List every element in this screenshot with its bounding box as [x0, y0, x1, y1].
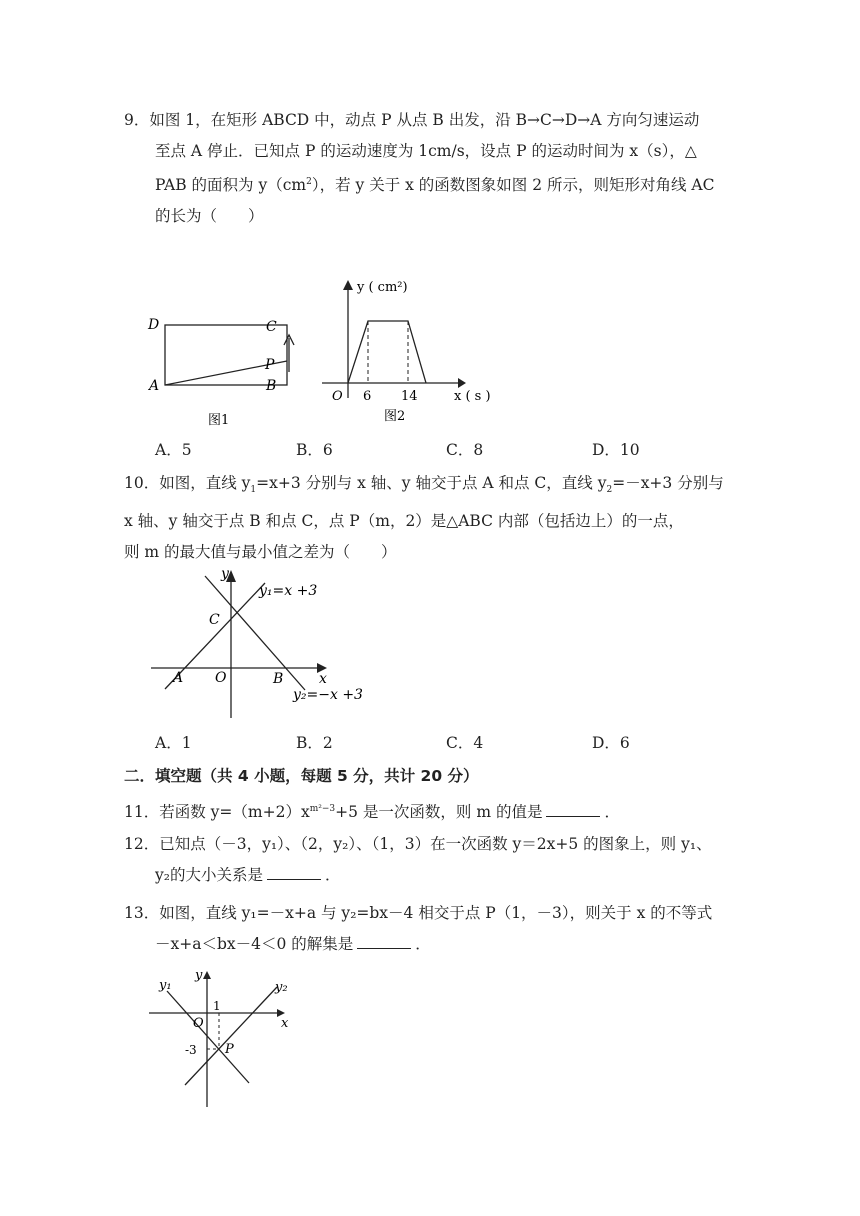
- q11-answer-blank[interactable]: [546, 800, 600, 817]
- q9-unit-sup: 2: [306, 177, 312, 187]
- q9-option-b[interactable]: B．6: [296, 441, 333, 459]
- y-axis-label: y: [221, 566, 229, 582]
- q9-line-3a: PAB 的面积为 y（cm: [155, 176, 307, 195]
- q10-option-b[interactable]: B．2: [296, 734, 333, 752]
- x-axis-arrow-icon: [458, 378, 466, 388]
- q11-part-c: ．: [604, 803, 620, 822]
- tick-14: 14: [401, 389, 418, 404]
- q12-answer-blank[interactable]: [267, 863, 321, 880]
- q9-options: [155, 438, 755, 462]
- line-y1: [167, 991, 249, 1083]
- section-2-heading: 二．填空题（共 4 小题，每题 5 分，共计 20 分）: [124, 767, 479, 785]
- question-11: [124, 794, 734, 828]
- q12-line-2b: ．: [324, 866, 341, 884]
- q9-line-2: 至点 A 停止．已知点 P 的运动速度为 1cm/s，设点 P 的运动时间为 x（s），△: [155, 142, 697, 160]
- q11-part-a: 11．若函数 y=（m+2）x: [124, 803, 310, 822]
- q13-line-1: 13．如图，直线 y₁=－x+a 与 y₂=bx－4 相交于点 P（1，－3），则关于 x 的不等式: [124, 904, 713, 922]
- origin-label: O: [215, 670, 227, 686]
- q13-figure: [145, 963, 305, 1113]
- y2-label: y₂: [275, 980, 288, 995]
- x-axis-label: x ( s ): [454, 389, 491, 404]
- tick-minus-3: -3: [185, 1043, 197, 1057]
- y1-label: y₁=x +3: [259, 583, 318, 599]
- q10-line-1: [124, 468, 734, 506]
- q10-option-c[interactable]: C．4: [446, 734, 484, 752]
- q12-line-2a: y₂的大小关系是: [155, 866, 263, 884]
- origin-label: O: [332, 389, 343, 404]
- q10-line-1a: 10．如图，直线 y: [124, 474, 251, 492]
- q13-answer-blank[interactable]: [357, 932, 411, 949]
- label-p: P: [225, 1042, 234, 1057]
- x-axis-label: x: [319, 671, 327, 687]
- y1-label: y₁: [159, 978, 172, 993]
- y-axis-label: y: [195, 968, 203, 983]
- q10-option-d[interactable]: D．6: [592, 734, 630, 752]
- question-9: [124, 105, 734, 232]
- figure-1-caption: 图1: [208, 413, 230, 428]
- label-c: C: [266, 319, 277, 335]
- label-a: A: [149, 378, 160, 394]
- q10-line-1b: =x+3 分别与 x 轴、y 轴交于点 A 和点 C，直线 y: [256, 474, 607, 492]
- q10-options: [155, 731, 755, 755]
- label-b: B: [266, 378, 277, 394]
- figure-2-caption: 图2: [384, 409, 406, 424]
- q9-line-3b: ），若 y 关于 x 的函数图象如图 2 所示，则矩形对角线 AC: [311, 176, 715, 195]
- q10-option-a[interactable]: A．1: [155, 734, 192, 752]
- q9-figure-1: [140, 305, 310, 435]
- tick-1: 1: [213, 999, 221, 1013]
- y-axis-arrow-icon: [343, 280, 353, 290]
- y-axis-arrow-icon: [203, 971, 211, 979]
- q10-line-2: x 轴、y 轴交于点 B 和点 C，点 P（m，2）是△ABC 内部（包括边上）的一点，: [124, 512, 684, 531]
- y-axis-label: y ( cm²): [357, 280, 408, 295]
- q10-sub-2: 2: [606, 485, 613, 496]
- label-d: D: [148, 317, 160, 333]
- line-y2: [185, 987, 277, 1085]
- q9-option-c[interactable]: C．8: [446, 441, 484, 459]
- q9-line-3: [124, 167, 734, 201]
- q9-option-a[interactable]: A．5: [155, 441, 192, 459]
- q13-line-2a: －x+a＜bx－4＜0 的解集是: [155, 935, 354, 953]
- q9-line-1: 9．如图 1，在矩形 ABCD 中，动点 P 从点 B 出发，沿 B→C→D→A 方向匀速运动: [124, 111, 700, 129]
- q9-line-4: 的长为（ ）: [155, 207, 264, 226]
- q11-line: [124, 794, 734, 828]
- q11-exponent: m²−3: [309, 804, 336, 814]
- q9-option-d[interactable]: D．10: [592, 441, 640, 459]
- q10-sub-1: 1: [250, 485, 257, 496]
- question-12: [124, 829, 734, 891]
- q12-line-1: 12．已知点（－3，y₁）、（2，y₂）、（1，3）在一次函数 y＝2x+5 的图象上，则 y₁、: [124, 835, 712, 853]
- label-a: A: [173, 670, 184, 686]
- q13-line-2b: ．: [415, 935, 431, 953]
- tick-6: 6: [363, 389, 372, 404]
- label-b: B: [273, 671, 284, 687]
- q12-line-2: [124, 860, 734, 891]
- question-10: [124, 468, 734, 568]
- question-13: [124, 898, 734, 960]
- q10-line-3: 则 m 的最大值与最小值之差为（ ）: [124, 543, 397, 562]
- x-axis-label: x: [281, 1016, 289, 1031]
- label-c: C: [209, 612, 220, 628]
- q11-part-b: +5 是一次函数，则 m 的值是: [335, 803, 543, 822]
- q13-line-2: [124, 929, 734, 960]
- q9-figure-2: [318, 272, 508, 432]
- origin-label: O: [193, 1016, 204, 1031]
- q10-figure: [145, 562, 405, 722]
- q10-line-1c: =－x+3 分别与: [612, 474, 724, 492]
- y2-label: y₂=−x +3: [293, 687, 363, 703]
- label-p: P: [265, 357, 275, 373]
- function-graph: [348, 321, 426, 383]
